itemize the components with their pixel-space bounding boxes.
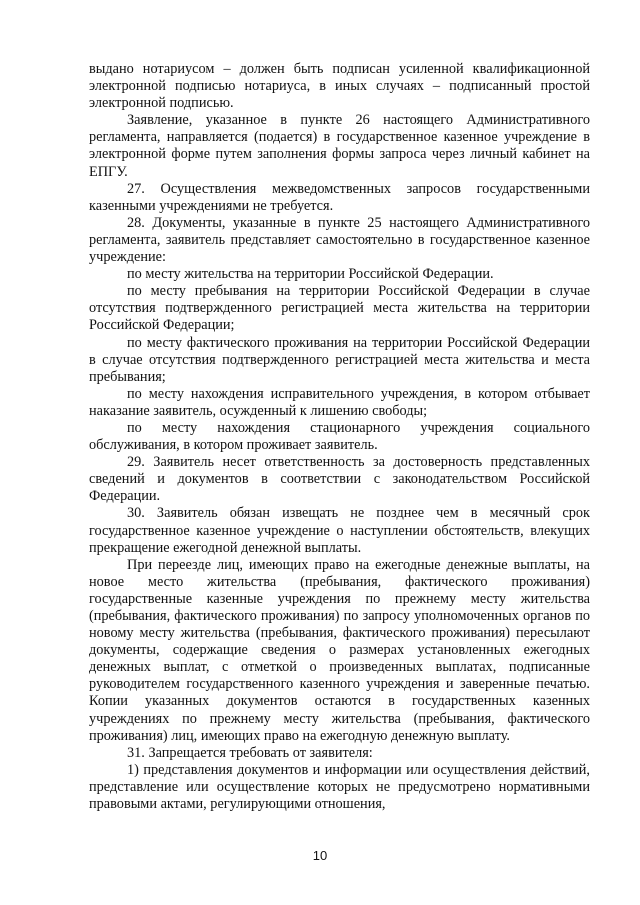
- paragraph: по месту нахождения стационарного учреждения социального обслуживания, в котором проживает заявитель.: [89, 419, 590, 454]
- paragraph: При переезде лиц, имеющих право на ежегодные денежные выплаты, на новое место жительства (пребывания, фактического проживания) государственные казенные учреждения по прежнему месту жительства (пребывания, фактического проживания) по запросу уполномоченных органов по новому месту жительства (пребывания, фактического проживания) пересылают документы, содержащие сведения о размерах установленных ежегодных денежных выплат, с отметкой о произведенных выплатах, подписанные руководителем государственного казенного учреждения и заверенные печатью. Копии указанных документов остаются в государственных казенных учреждениях по прежнему месту жительства (пребывания, фактического проживания) лиц, имеющих право на ежегодную денежную выплату.: [89, 556, 590, 744]
- paragraph: по месту нахождения исправительного учреждения, в котором отбывает наказание заявитель, осужденный к лишению свободы;: [89, 385, 590, 419]
- page-number: 10: [312, 848, 328, 863]
- paragraph: по месту пребывания на территории Российской Федерации в случае отсутствия подтвержденного регистрацией места жительства на территории Российской Федерации;: [89, 283, 590, 334]
- paragraph: Заявление, указанное в пункте 26 настоящего Административного регламента, направляется (подается) в государственное казенное учреждение в электронной форме путем заполнения формы запроса через личный кабинет на ЕПГУ.: [89, 112, 590, 180]
- paragraph: 27. Осуществления межведомственных запросов государственными казенными учреждениями не требуется.: [89, 180, 590, 214]
- paragraph: 30. Заявитель обязан извещать не позднее чем в месячный срок государственное казенное учреждение о наступлении обстоятельств, влекущих прекращение ежегодной денежной выплаты.: [89, 505, 590, 556]
- paragraph: по месту фактического проживания на территории Российской Федерации в случае отсутствия подтвержденного регистрацией места жительства и места пребывания;: [89, 334, 590, 385]
- paragraph: по месту жительства на территории Российской Федерации.: [127, 266, 494, 283]
- paragraph: 1) представления документов и информации или осуществления действий, представление или осуществление которых не предусмотрено нормативными правовыми актами, регулирующими отношения,: [89, 761, 590, 813]
- paragraph: 29. Заявитель несет ответственность за достоверность представленных сведений и документов в соответствии с законодательством Российской Федерации.: [89, 454, 590, 505]
- paragraph: 31. Запрещается требовать от заявителя:: [127, 744, 373, 761]
- document-body: [89, 61, 590, 813]
- paragraph: 28. Документы, указанные в пункте 25 настоящего Административного регламента, заявитель представляет самостоятельно в государственное казенное учреждение:: [89, 214, 590, 266]
- paragraph: выдано нотариусом – должен быть подписан усиленной квалификационной электронной подписью нотариуса, в иных случаях – подписанный простой электронной подписью.: [89, 61, 590, 112]
